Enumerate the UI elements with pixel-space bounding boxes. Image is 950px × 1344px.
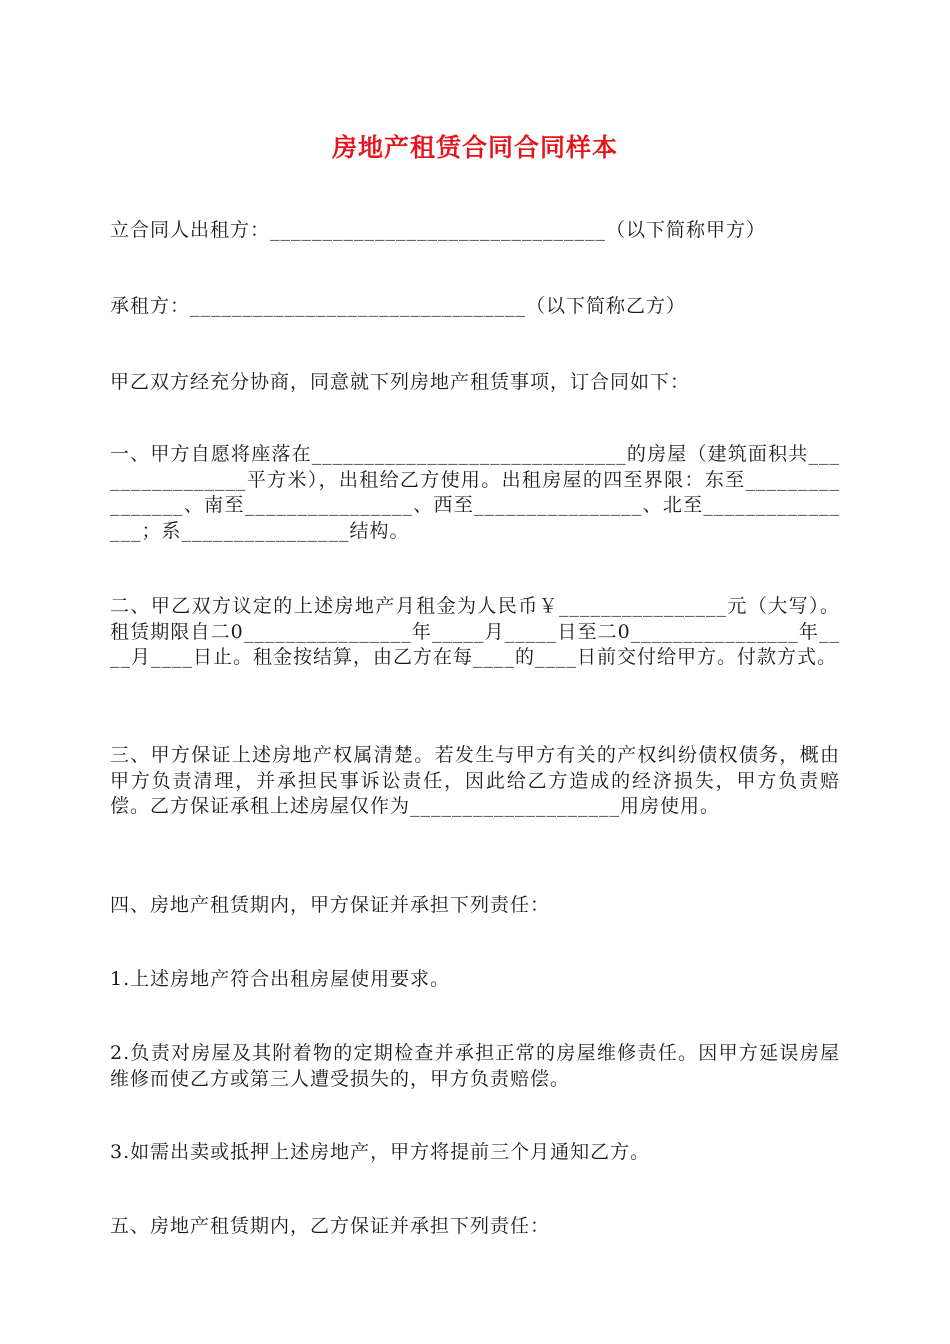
- paragraph-intro: 甲乙双方经充分协商，同意就下列房地产租赁事项，订合同如下：: [110, 371, 691, 393]
- paragraph-lessee: 承租方：________________________________（以下简称乙方）: [110, 295, 687, 317]
- paragraph-clause-5: 五、房地产租赁期内，乙方保证并承担下列责任：: [110, 1215, 551, 1237]
- paragraph-item-1: 1.上述房地产符合出租房屋使用要求。: [110, 968, 451, 990]
- paragraph-clause-1: 一、甲方自愿将座落在______________________________的房屋（建筑面积共________________平方米），出租给乙方使用。出租房屋的四至界限：东至________________、南至________________、西至________________、北至________________；系________________结构。: [110, 443, 840, 542]
- paragraph-clause-4: 四、房地产租赁期内，甲方保证并承担下列责任：: [110, 894, 551, 916]
- document-title: 房地产租赁合同合同样本: [331, 133, 618, 162]
- paragraph-item-3: 3.如需出卖或抵押上述房地产，甲方将提前三个月通知乙方。: [110, 1141, 651, 1163]
- paragraph-clause-3: 三、甲方保证上述房地产权属清楚。若发生与甲方有关的产权纠纷债权债务，概由甲方负责清理，并承担民事诉讼责任，因此给乙方造成的经济损失，甲方负责赔偿。乙方保证承租上述房屋仅作为____________________用房使用。: [110, 744, 840, 817]
- paragraph-clause-2: 二、甲乙双方议定的上述房地产月租金为人民币￥________________元（大写）。租赁期限自二0________________年_____月_____日至二0________________年____月____日止。租金按结算，由乙方在每____的____日前交付给甲方。付款方式。: [110, 595, 840, 668]
- paragraph-item-2: 2.负责对房屋及其附着物的定期检查并承担正常的房屋维修责任。因甲方延误房屋维修而使乙方或第三人遭受损失的，甲方负责赔偿。: [110, 1042, 840, 1090]
- paragraph-lessor: 立合同人出租方：________________________________（以下简称甲方）: [110, 219, 767, 241]
